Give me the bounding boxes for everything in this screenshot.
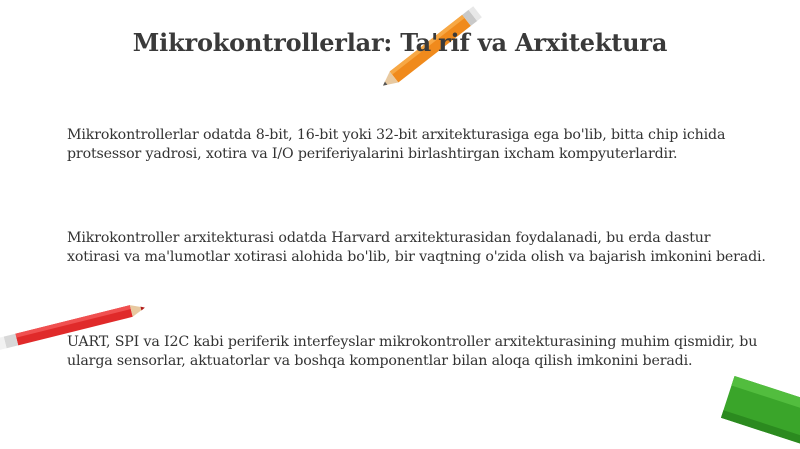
paragraph-definition: Mikrokontrollerlar odatda 8-bit, 16-bit yoki 32-bit arxitekturasiga ega bo'lib, bitta chip ichida protsessor yadrosi, xotira va I/O periferiyalarini birlashtirgan ixcham kompyuterlardir. xyxy=(67,127,726,162)
paragraph-harvard-architecture: Mikrokontroller arxitekturasi odatda Harvard arxitekturasidan foydalanadi, bu erda dastur xotirasi va ma'lumotlar xotirasi alohida bo'lib, bir vaqtning o'zida olish va bajarish imkonini beradi. xyxy=(67,230,766,265)
slide-title: Mikrokontrollerlar: Ta'rif va Arxitektura xyxy=(132,28,668,57)
paragraph-peripheral-interfaces: UART, SPI va I2C kabi periferik interfeyslar mikrokontroller arxitekturasining muhim qismidir, bu ularga sensorlar, aktuatorlar va boshqa komponentlar bilan aloqa qilish imkonini beradi. xyxy=(67,334,758,369)
red-pencil-icon xyxy=(0,290,150,360)
green-marker-icon xyxy=(716,368,800,449)
